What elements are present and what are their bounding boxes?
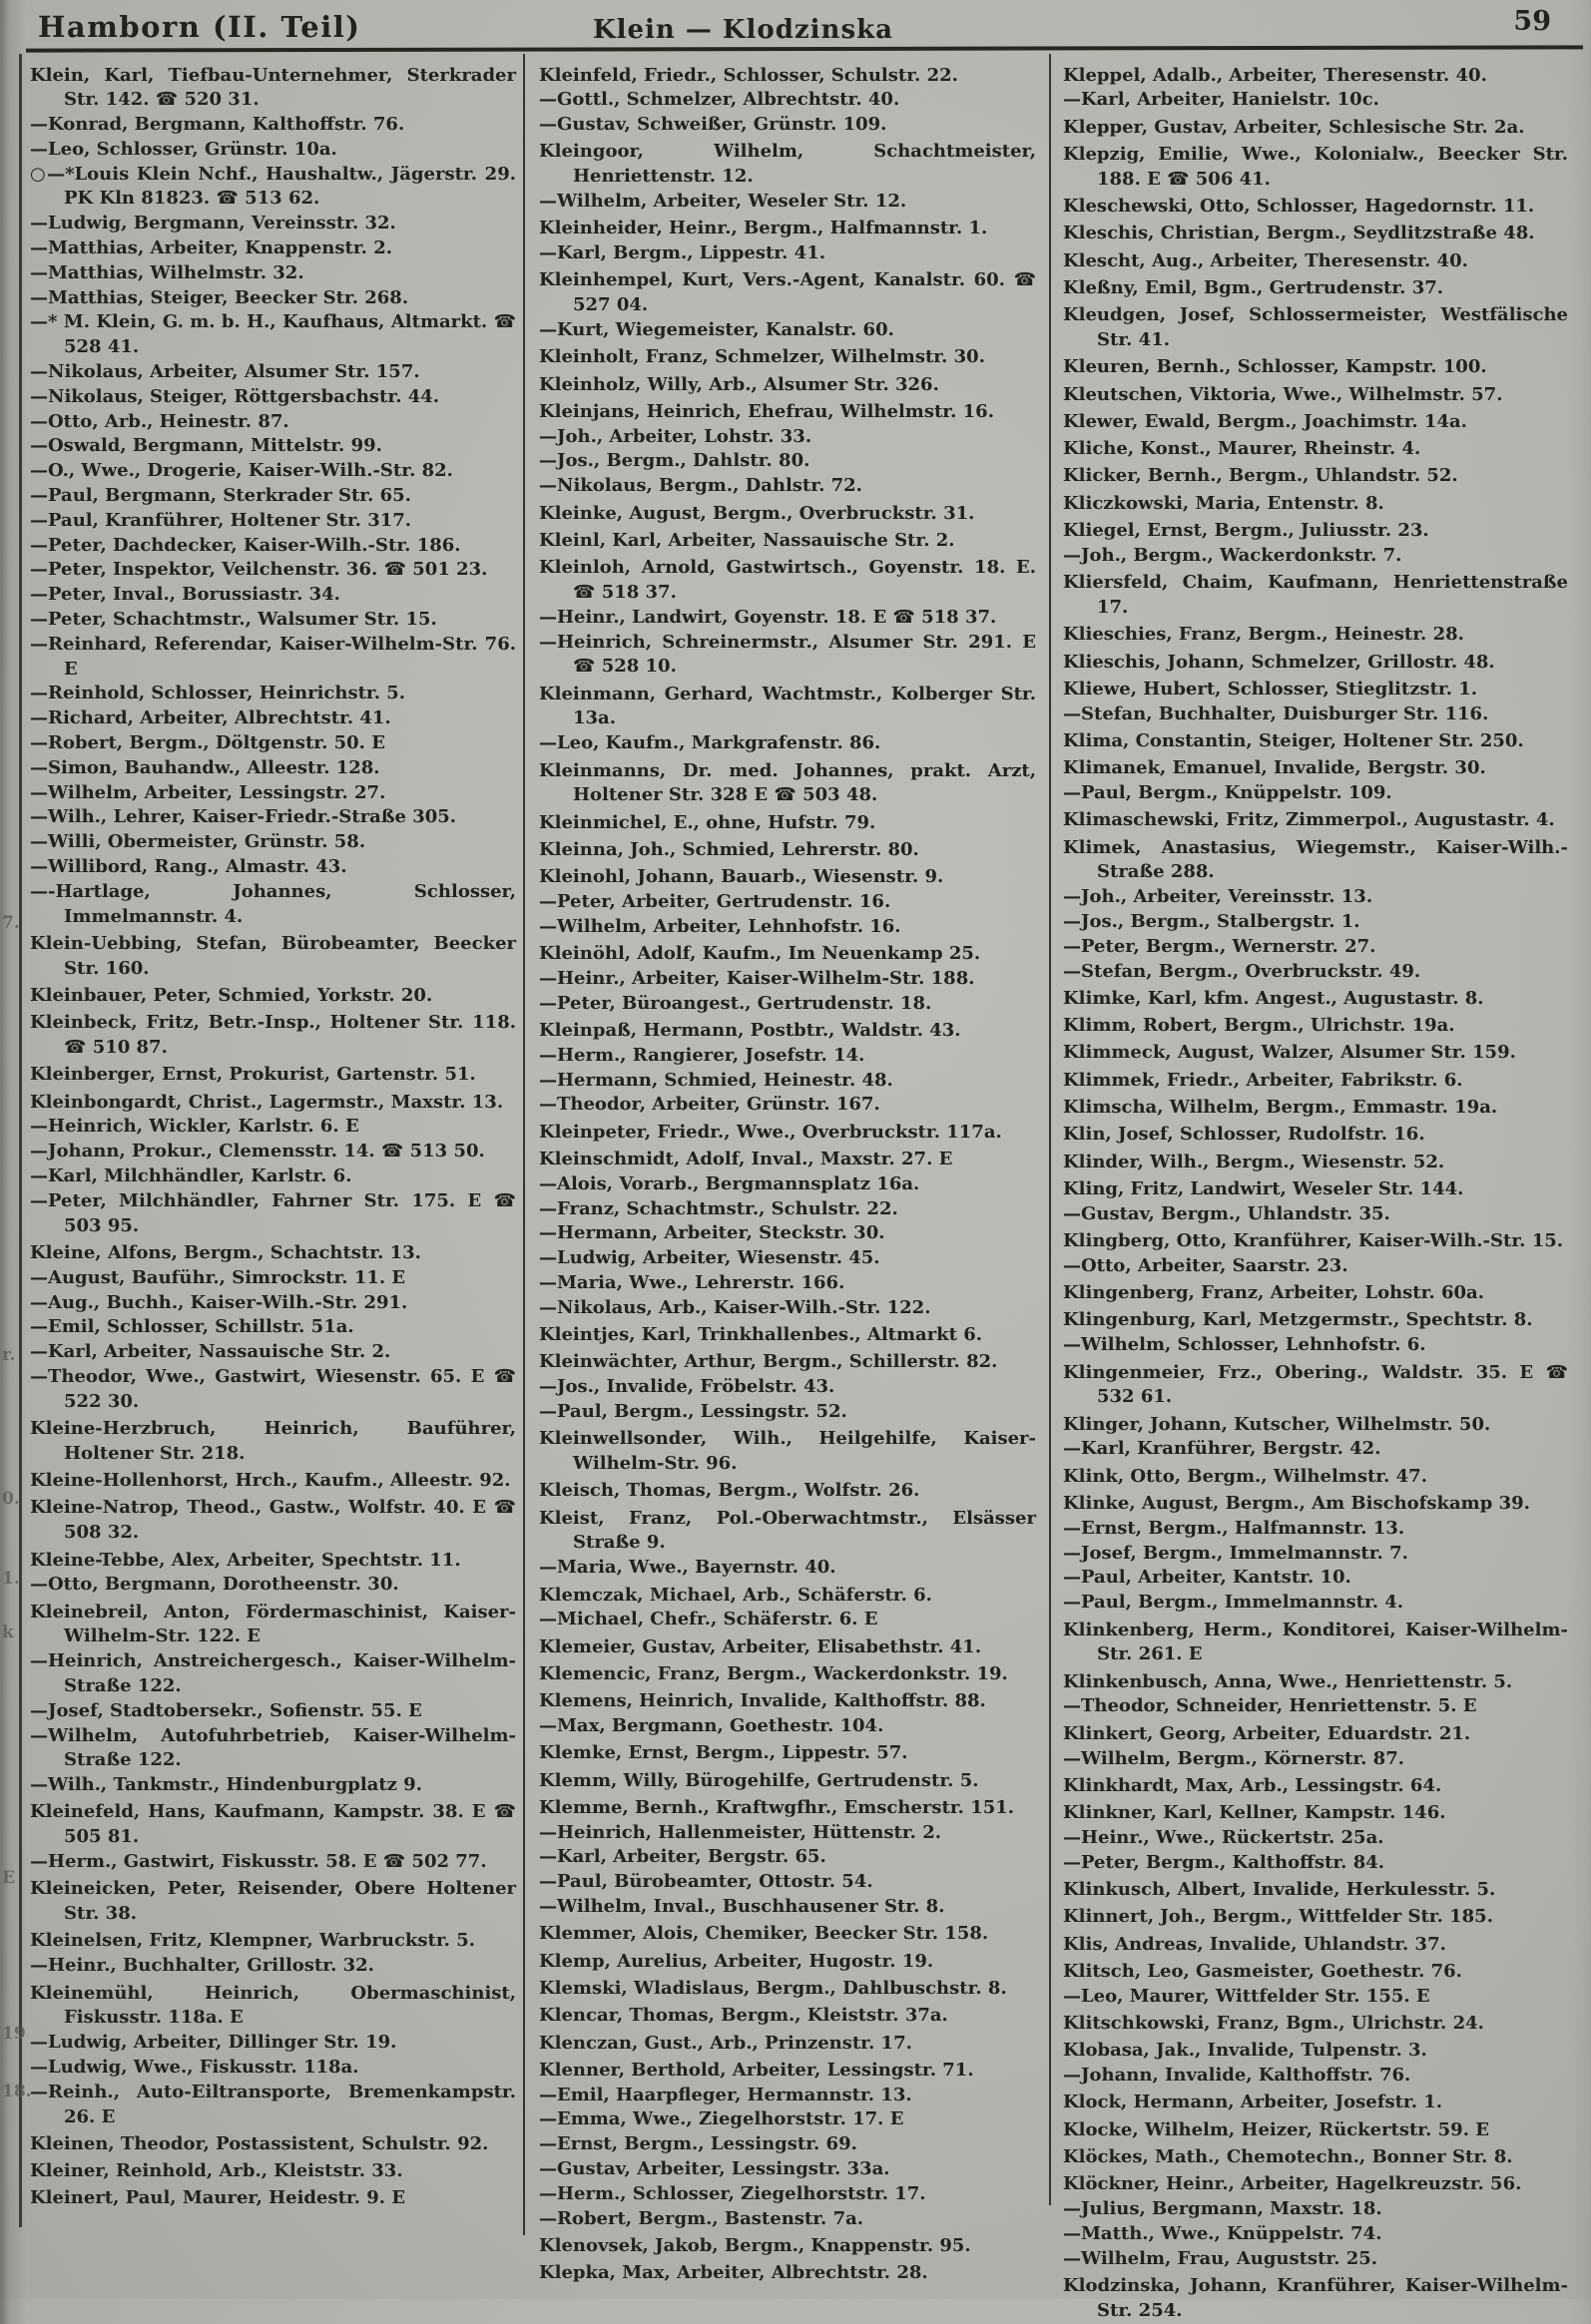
directory-entry: Klöckes, Math., Chemotechn., Bonner Str. 8. [1063, 2145, 1513, 2167]
directory-entry: Klinkhardt, Max, Arb., Lessingstr. 64. [1063, 1774, 1442, 1796]
directory-entry: —Karl, Kranführer, Bergstr. 42. [1063, 1438, 1381, 1460]
directory-entry: —Ludwig, Bergmann, Vereinsstr. 32. [30, 213, 396, 234]
directory-entry: —Ernst, Bergm., Halfmannstr. 13. [1063, 1517, 1405, 1539]
directory-entry: Klemke, Ernst, Bergm., Lippestr. 57. [539, 1742, 908, 1764]
directory-entry: Klock, Hermann, Arbeiter, Josefstr. 1. [1063, 2092, 1443, 2113]
directory-entry: Kleine-Herzbruch, Heinrich, Bauführer, Holtener Str. 218. [30, 1418, 516, 1464]
directory-entry: Klein, Karl, Tiefbau-Unternehmer, Sterkrader Str. 142. ☎ 520 31. [30, 64, 516, 111]
directory-entry: —Joh., Bergm., Wackerdonkstr. 7. [1063, 544, 1402, 566]
directory-entry: Klieschis, Johann, Schmelzer, Grillostr. 48. [1063, 651, 1495, 673]
directory-entry: Kleinefeld, Hans, Kaufmann, Kampstr. 38. E ☎ 505 81. [30, 1801, 516, 1848]
directory-entry: Klieschies, Franz, Bergm., Heinestr. 28. [1063, 624, 1464, 646]
directory-entry: Klocke, Wilhelm, Heizer, Rückertstr. 59. E [1063, 2118, 1489, 2140]
directory-entry: Kleinschmidt, Adolf, Inval., Maxstr. 27. E [539, 1148, 953, 1169]
directory-entry: Kleuren, Bernh., Schlosser, Kampstr. 100. [1063, 356, 1487, 378]
directory-entry: Kleudgen, Josef, Schlossermeister, Westfälische Str. 41. [1063, 304, 1568, 350]
directory-entry: Klimscha, Wilhelm, Bergm., Emmastr. 19a. [1063, 1097, 1498, 1119]
directory-entry: Kleinna, Joh., Schmied, Lehrerstr. 80. [539, 838, 919, 860]
directory-entry: Kling, Fritz, Landwirt, Weseler Str. 144. [1063, 1177, 1464, 1199]
directory-entry: —Otto, Arb., Heinestr. 87. [30, 410, 289, 432]
directory-entry: —Wilhelm, Frau, Auguststr. 25. [1063, 2247, 1378, 2269]
directory-entry: —Joh., Arbeiter, Lohstr. 33. [539, 425, 812, 447]
directory-entry: —Willi, Obermeister, Grünstr. 58. [30, 831, 366, 853]
directory-entry: —Wilhelm, Inval., Buschhausener Str. 8. [539, 1896, 945, 1918]
directory-entry: Klemencic, Franz, Bergm., Wackerdonkstr. 19. [539, 1662, 1008, 1684]
directory-entry: Kliegel, Ernst, Bergm., Juliusstr. 23. [1063, 520, 1429, 542]
directory-entry: —Paul, Kranführer, Holtener Str. 317. [30, 509, 412, 531]
directory-entry: Klis, Andreas, Invalide, Uhlandstr. 37. [1063, 1933, 1446, 1955]
gutter-line [19, 54, 22, 2227]
directory-entry: —Gustav, Bergm., Uhlandstr. 35. [1063, 1202, 1390, 1224]
directory-entry: Klingenmeier, Frz., Obering., Waldstr. 35. E ☎ 532 61. [1063, 1361, 1568, 1408]
directory-entry: Klitsch, Leo, Gasmeister, Goethestr. 76. [1063, 1960, 1462, 1982]
directory-entry: —O., Wwe., Drogerie, Kaiser-Wilh.-Str. 82. [30, 460, 453, 482]
directory-entry: —Leo, Schlosser, Grünstr. 10a. [30, 138, 337, 160]
directory-entry: Kleine-Natrop, Theod., Gastw., Wolfstr. 40. E ☎ 508 32. [30, 1497, 516, 1544]
directory-entry: —Wilhelm, Autofuhrbetrieb, Kaiser-Wilhelm-Straße 122. [30, 1724, 516, 1771]
directory-entry: —Peter, Büroangest., Gertrudenstr. 18. [539, 992, 932, 1014]
directory-entry: Klimanek, Emanuel, Invalide, Bergstr. 30. [1063, 757, 1486, 779]
directory-entry: —Leo, Kaufm., Markgrafenstr. 86. [539, 732, 881, 754]
directory-entry: Kleinhempel, Kurt, Vers.-Agent, Kanalstr. 60. ☎ 527 04. [539, 269, 1036, 316]
directory-entry: —Heinr., Arbeiter, Kaiser-Wilhelm-Str. 188. [539, 967, 975, 989]
header-rule [26, 45, 1583, 52]
directory-entry: Klinkusch, Albert, Invalide, Herkulesstr. 5. [1063, 1878, 1496, 1900]
directory-entry: Klescht, Aug., Arbeiter, Theresenstr. 40. [1063, 249, 1468, 271]
directory-entry: Klinnert, Joh., Bergm., Wittfelder Str. 185. [1063, 1906, 1493, 1928]
directory-entry: —Theodor, Arbeiter, Grünstr. 167. [539, 1094, 880, 1116]
directory-entry: Kleinl, Karl, Arbeiter, Nassauische Str. 2. [539, 529, 955, 551]
directory-entry: —Emma, Wwe., Ziegelhorststr. 17. E [539, 2108, 904, 2130]
directory-entry: —Paul, Bergmann, Sterkrader Str. 65. [30, 485, 411, 507]
directory-entry: Kleinheider, Heinr., Bergm., Halfmannstr. 1. [539, 218, 988, 239]
directory-entry: Klinder, Wilh., Bergm., Wiesenstr. 52. [1063, 1151, 1445, 1172]
directory-entry: Klinkenberg, Herm., Konditorei, Kaiser-Wilhelm-Str. 261. E [1063, 1619, 1568, 1665]
directory-entry: —Heinrich, Schreinermstr., Alsumer Str. 291. E ☎ 528 10. [539, 631, 1036, 678]
directory-entry: Kleisch, Thomas, Bergm., Wolfstr. 26. [539, 1480, 920, 1502]
directory-entry: —Kurt, Wiegemeister, Kanalstr. 60. [539, 318, 894, 340]
directory-entry: —Gustav, Arbeiter, Lessingstr. 33a. [539, 2158, 890, 2180]
column-2 [539, 61, 1036, 2286]
directory-entry: Kleschis, Christian, Bergm., Seydlitzstraße 48. [1063, 223, 1535, 244]
column-separator-2 [1049, 54, 1051, 2205]
column-1 [30, 61, 516, 2211]
directory-entry: —Stefan, Bergm., Overbruckstr. 49. [1063, 960, 1421, 982]
directory-entry: Kleinholz, Willy, Arb., Alsumer Str. 326. [539, 373, 939, 395]
directory-entry: Kleinholt, Franz, Schmelzer, Wilhelmstr. 30. [539, 346, 985, 368]
directory-entry: Kleinjans, Heinrich, Ehefrau, Wilhelmstr. 16. [539, 400, 994, 422]
directory-entry: —Heinrich, Anstreichergesch., Kaiser-Wilhelm-Straße 122. [30, 1650, 516, 1696]
directory-entry: —Karl, Arbeiter, Hanielstr. 10c. [1063, 89, 1379, 111]
margin-mark: 0. [2, 1489, 20, 1509]
directory-entry: —Konrad, Bergmann, Kalthoffstr. 76. [30, 114, 405, 136]
directory-entry: —Jos., Bergm., Stalbergstr. 1. [1063, 911, 1360, 932]
directory-entry: Klepzig, Emilie, Wwe., Kolonialw., Beecker Str. 188. E ☎ 506 41. [1063, 143, 1568, 190]
directory-entry: Kleinemühl, Heinrich, Obermaschinist, Fiskusstr. 118a. E [30, 1982, 516, 2029]
directory-entry: —Peter, Bergm., Kalthoffstr. 84. [1063, 1851, 1385, 1873]
directory-entry: Klemp, Aurelius, Arbeiter, Hugostr. 19. [539, 1950, 934, 1972]
directory-entry: Kleinen, Theodor, Postassistent, Schulstr. 92. [30, 2132, 489, 2154]
directory-entry: —Ludwig, Wwe., Fiskusstr. 118a. [30, 2056, 359, 2078]
directory-entry: —Gottl., Schmelzer, Albrechtstr. 40. [539, 89, 900, 111]
directory-entry: —Karl, Milchhändler, Karlstr. 6. [30, 1165, 352, 1187]
directory-entry: —* M. Klein, G. m. b. H., Kaufhaus, Altmarkt. ☎ 528 41. [30, 311, 516, 358]
directory-entry: Kleinebreil, Anton, Fördermaschinist, Kaiser-Wilhelm-Str. 122. E [30, 1601, 516, 1647]
directory-entry: Kleingoor, Wilhelm, Schachtmeister, Henriettenstr. 12. [539, 141, 1036, 188]
directory-entry: —Heinrich, Wickler, Karlstr. 6. E [30, 1116, 359, 1138]
directory-entry: —Simon, Bauhandw., Alleestr. 128. [30, 756, 380, 778]
directory-entry: —Jos., Bergm., Dahlstr. 80. [539, 450, 810, 472]
directory-entry: —Heinr., Landwirt, Goyenstr. 18. E ☎ 518 37. [539, 606, 997, 628]
directory-entry: Kleine-Hollenhorst, Hrch., Kaufm., Alleestr. 92. [30, 1470, 511, 1492]
directory-entry: Kliersfeld, Chaim, Kaufmann, Henriettenstraße 17. [1063, 572, 1568, 618]
margin-mark: 18. [2, 2082, 32, 2101]
page-number: 59 [1513, 6, 1551, 37]
directory-entry: Kleinpaß, Hermann, Postbtr., Waldstr. 43. [539, 1019, 961, 1041]
directory-entry: ○—*Louis Klein Nchf., Haushaltw., Jägerstr. 29. PK Kln 81823. ☎ 513 62. [30, 163, 516, 210]
directory-entry: —Leo, Maurer, Wittfelder Str. 155. E [1063, 1985, 1430, 2007]
directory-entry: —Paul, Bürobeamter, Ottostr. 54. [539, 1871, 873, 1893]
directory-entry: —Herm., Rangierer, Josefstr. 14. [539, 1044, 865, 1066]
directory-entry: —Paul, Bergm., Lessingstr. 52. [539, 1400, 847, 1422]
directory-entry: Klodzinska, Johann, Kranführer, Kaiser-Wilhelm-Str. 254. [1063, 2274, 1568, 2321]
column-separator-1 [523, 54, 525, 2235]
directory-entry: —Maria, Wwe., Lehrerstr. 166. [539, 1271, 845, 1293]
directory-entry: —Robert, Bergm., Döltgenstr. 50. E [30, 732, 385, 754]
directory-entry: —Ludwig, Arbeiter, Wiesenstr. 45. [539, 1247, 880, 1269]
directory-entry: Kleppel, Adalb., Arbeiter, Theresenstr. 40. [1063, 64, 1487, 86]
directory-entry: —Johann, Prokur., Clemensstr. 14. ☎ 513 50. [30, 1141, 485, 1162]
margin-mark: 19 [2, 2024, 26, 2044]
directory-entry: Klemeier, Gustav, Arbeiter, Elisabethstr. 41. [539, 1635, 982, 1657]
directory-entry: —Josef, Stadtobersekr., Sofienstr. 55. E [30, 1699, 422, 1721]
directory-entry: Kliczkowski, Maria, Entenstr. 8. [1063, 492, 1384, 514]
directory-entry: —Ernst, Bergm., Lessingstr. 69. [539, 2133, 857, 2155]
directory-entry: Kleintjes, Karl, Trinkhallenbes., Altmarkt 6. [539, 1324, 983, 1346]
directory-entry: Klitschkowski, Franz, Bgm., Ulrichstr. 24. [1063, 2012, 1484, 2034]
directory-entry: Klingenburg, Karl, Metzgermstr., Spechtstr. 8. [1063, 1309, 1533, 1331]
directory-entry: Klicker, Bernh., Bergm., Uhlandstr. 52. [1063, 465, 1458, 487]
directory-entry: Klin, Josef, Schlosser, Rudolfstr. 16. [1063, 1124, 1425, 1146]
directory-entry: —Karl, Arbeiter, Nassauische Str. 2. [30, 1341, 391, 1363]
directory-entry: Klinger, Johann, Kutscher, Wilhelmstr. 50. [1063, 1413, 1491, 1435]
directory-entry: —Ludwig, Arbeiter, Dillinger Str. 19. [30, 2032, 397, 2054]
directory-entry: Klinkenbusch, Anna, Wwe., Henriettenstr. 5. [1063, 1670, 1513, 1692]
directory-entry: —Nikolaus, Arbeiter, Alsumer Str. 157. [30, 361, 420, 383]
directory-entry: —Paul, Bergm., Knüppelstr. 109. [1063, 782, 1392, 804]
directory-entry: —Reinhard, Referendar, Kaiser-Wilhelm-Str. 76. E [30, 633, 516, 680]
directory-entry: Klemens, Heinrich, Invalide, Kalthoffstr. 88. [539, 1690, 986, 1712]
directory-entry: Kleinert, Paul, Maurer, Heidestr. 9. E [30, 2187, 406, 2209]
directory-entry: Klemme, Bernh., Kraftwgfhr., Emscherstr. 151. [539, 1796, 1015, 1818]
directory-entry: —Emil, Haarpfleger, Hermannstr. 13. [539, 2084, 912, 2105]
directory-entry: —-Hartlage, Johannes, Schlosser, Immelmannstr. 4. [30, 880, 516, 927]
directory-entry: Kleinohl, Johann, Bauarb., Wiesenstr. 9. [539, 866, 944, 888]
directory-entry: —Willibord, Rang., Almastr. 43. [30, 856, 347, 877]
directory-entry: Klemm, Willy, Bürogehilfe, Gertrudenstr. 5. [539, 1769, 979, 1791]
directory-entry: —Matthias, Arbeiter, Knappenstr. 2. [30, 237, 392, 259]
directory-entry: Kleinmanns, Dr. med. Johannes, prakt. Arzt, Holtener Str. 328 E ☎ 503 48. [539, 759, 1036, 806]
directory-entry: Kleinelsen, Fritz, Klempner, Warbruckstr. 5. [30, 1930, 476, 1952]
directory-entry: —Oswald, Bergmann, Mittelstr. 99. [30, 435, 382, 457]
directory-entry: —Joh., Arbeiter, Vereinsstr. 13. [1063, 886, 1373, 908]
directory-entry: Kleinmichel, E., ohne, Hufstr. 79. [539, 811, 876, 833]
directory-entry: —Robert, Bergm., Bastenstr. 7a. [539, 2207, 864, 2229]
margin-mark: E [2, 1868, 15, 1888]
directory-entry: Klimmek, Friedr., Arbeiter, Fabrikstr. 6. [1063, 1069, 1463, 1091]
directory-entry: —Peter, Milchhändler, Fahrner Str. 175. E ☎ 503 95. [30, 1189, 516, 1236]
directory-entry: —Peter, Inval., Borussiastr. 34. [30, 584, 340, 606]
directory-entry: —Reinh., Auto-Eiltransporte, Bremenkampstr. 26. E [30, 2081, 516, 2127]
directory-entry: —Paul, Bergm., Immelmannstr. 4. [1063, 1592, 1404, 1614]
directory-entry: Klöckner, Heinr., Arbeiter, Hagelkreuzstr. 56. [1063, 2173, 1522, 2195]
directory-entry: Klingberg, Otto, Kranführer, Kaiser-Wilh.-Str. 15. [1063, 1230, 1564, 1252]
directory-entry: Klepka, Max, Arbeiter, Albrechtstr. 28. [539, 2262, 928, 2284]
directory-entry: Klinkner, Karl, Kellner, Kampstr. 146. [1063, 1802, 1446, 1824]
directory-entry: Kleinke, August, Bergm., Overbruckstr. 31. [539, 502, 975, 524]
margin-mark: r. [2, 1345, 16, 1365]
directory-entry: —Max, Bergmann, Goethestr. 104. [539, 1715, 884, 1736]
directory-entry: Kleine, Alfons, Bergm., Schachtstr. 13. [30, 1241, 421, 1263]
directory-entry: —Johann, Invalide, Kalthoffstr. 76. [1063, 2065, 1411, 2087]
directory-entry: Kleinwellsonder, Wilh., Heilgehilfe, Kaiser-Wilhelm-Str. 96. [539, 1428, 1036, 1475]
directory-entry: Kleinwächter, Arthur, Bergm., Schillerstr. 82. [539, 1351, 998, 1373]
directory-entry: Klenczan, Gust., Arb., Prinzenstr. 17. [539, 2032, 912, 2054]
directory-entry: —Jos., Invalide, Fröbelstr. 43. [539, 1376, 835, 1398]
directory-entry: —Peter, Dachdecker, Kaiser-Wilh.-Str. 186. [30, 534, 461, 556]
directory-entry: —Nikolaus, Arb., Kaiser-Wilh.-Str. 122. [539, 1296, 931, 1318]
directory-entry: Kleinberger, Ernst, Prokurist, Gartenstr. 51. [30, 1064, 476, 1086]
directory-entry: —Wilh., Tankmstr., Hindenburgplatz 9. [30, 1774, 422, 1796]
page-header-left: Hamborn (II. Teil) [38, 10, 361, 44]
directory-entry: Kleineicken, Peter, Reisender, Obere Holtener Str. 38. [30, 1878, 516, 1925]
directory-entry: —Alois, Vorarb., Bergmannsplatz 16a. [539, 1172, 920, 1194]
directory-entry: Klimm, Robert, Bergm., Ulrichstr. 19a. [1063, 1015, 1455, 1037]
directory-entry: —Aug., Buchh., Kaiser-Wilh.-Str. 291. [30, 1291, 408, 1313]
directory-entry: —Michael, Chefr., Schäferstr. 6. E [539, 1609, 878, 1630]
directory-entry: Kleinbeck, Fritz, Betr.-Insp., Holtener Str. 118. ☎ 510 87. [30, 1012, 516, 1059]
directory-entry: —Stefan, Buchhalter, Duisburger Str. 116. [1063, 702, 1489, 724]
directory-entry: —Wilhelm, Arbeiter, Weseler Str. 12. [539, 190, 907, 212]
directory-entry: —Peter, Inspektor, Veilchenstr. 36. ☎ 501 23. [30, 559, 488, 581]
directory-entry: —Gustav, Schweißer, Grünstr. 109. [539, 114, 887, 136]
directory-entry: Kleinfeld, Friedr., Schlosser, Schulstr. 22. [539, 64, 958, 86]
directory-entry: Klewer, Ewald, Bergm., Joachimstr. 14a. [1063, 410, 1467, 432]
directory-entry: Klobasa, Jak., Invalide, Tulpenstr. 3. [1063, 2040, 1427, 2062]
directory-entry: Klimke, Karl, kfm. Angest., Augustastr. 8. [1063, 987, 1484, 1009]
directory-entry: —Nikolaus, Steiger, Röttgersbachstr. 44. [30, 385, 440, 407]
directory-entry: —Karl, Bergm., Lippestr. 41. [539, 242, 825, 264]
directory-entry: Kleinbongardt, Christ., Lagermstr., Maxstr. 13. [30, 1091, 504, 1113]
directory-entry: —Heinr., Buchhalter, Grillostr. 32. [30, 1955, 374, 1977]
directory-entry: —Emil, Schlosser, Schillstr. 51a. [30, 1316, 354, 1338]
directory-entry: Klingenberg, Franz, Arbeiter, Lohstr. 60a. [1063, 1282, 1484, 1304]
directory-entry: —Wilhelm, Schlosser, Lehnhofstr. 6. [1063, 1334, 1426, 1356]
directory-entry: Kleinloh, Arnold, Gastwirtsch., Goyenstr. 18. E. ☎ 518 37. [539, 557, 1036, 603]
directory-entry: Kleutschen, Viktoria, Wwe., Wilhelmstr. 57. [1063, 383, 1503, 405]
column-3 [1063, 61, 1568, 2324]
directory-entry: —Herm., Schlosser, Ziegelhorststr. 17. [539, 2182, 926, 2204]
directory-entry: Klink, Otto, Bergm., Wilhelmstr. 47. [1063, 1465, 1427, 1487]
directory-entry: —Heinr., Wwe., Rückertstr. 25a. [1063, 1826, 1384, 1848]
directory-entry: Klimmeck, August, Walzer, Alsumer Str. 159. [1063, 1042, 1516, 1064]
directory-entry: Kleinpeter, Friedr., Wwe., Overbruckstr. 117a. [539, 1121, 1002, 1143]
directory-entry: —Wilh., Lehrer, Kaiser-Friedr.-Straße 305. [30, 806, 457, 828]
directory-entry: Klima, Constantin, Steiger, Holtener Str. 250. [1063, 729, 1524, 751]
directory-entry: Kleinbauer, Peter, Schmied, Yorkstr. 20. [30, 984, 433, 1006]
directory-entry: —Peter, Bergm., Wernerstr. 27. [1063, 935, 1376, 957]
directory-entry: —Matth., Wwe., Knüppelstr. 74. [1063, 2222, 1382, 2244]
directory-entry: —Otto, Arbeiter, Saarstr. 23. [1063, 1254, 1348, 1276]
directory-entry: Klenner, Berthold, Arbeiter, Lessingstr. 71. [539, 2059, 974, 2081]
directory-entry: —Theodor, Wwe., Gastwirt, Wiesenstr. 65. E ☎ 522 30. [30, 1365, 516, 1412]
directory-entry: Kleiner, Reinhold, Arb., Kleiststr. 33. [30, 2160, 403, 2182]
directory-entry: —Nikolaus, Bergm., Dahlstr. 72. [539, 475, 862, 497]
directory-entry: —Richard, Arbeiter, Albrechtstr. 41. [30, 707, 391, 729]
directory-entry: Klein-Uebbing, Stefan, Bürobeamter, Beecker Str. 160. [30, 932, 516, 979]
directory-entry: —Franz, Schachtmstr., Schulstr. 22. [539, 1197, 898, 1219]
directory-entry: —Karl, Arbeiter, Bergstr. 65. [539, 1846, 826, 1868]
directory-entry: Klimek, Anastasius, Wiegemstr., Kaiser-Wilh.-Straße 288. [1063, 836, 1568, 883]
directory-entry: Kleßny, Emil, Bgm., Gertrudenstr. 37. [1063, 276, 1444, 298]
directory-entry: Klenovsek, Jakob, Bergm., Knappenstr. 95. [539, 2234, 971, 2256]
directory-entry: —Herm., Gastwirt, Fiskusstr. 58. E ☎ 502 77. [30, 1851, 487, 1873]
directory-entry: —Wilhelm, Arbeiter, Lehnhofstr. 16. [539, 915, 901, 937]
directory-entry: Kleinöhl, Adolf, Kaufm., Im Neuenkamp 25. [539, 943, 981, 965]
directory-entry: Kleinmann, Gerhard, Wachtmstr., Kolberger Str. 13a. [539, 683, 1036, 729]
directory-entry: —Peter, Arbeiter, Gertrudenstr. 16. [539, 891, 891, 912]
directory-entry: —Julius, Bergmann, Maxstr. 18. [1063, 2198, 1382, 2220]
directory-entry: Klemski, Wladislaus, Bergm., Dahlbuschstr. 8. [539, 1977, 1007, 1999]
directory-entry: Klemmer, Alois, Chemiker, Beecker Str. 158. [539, 1923, 989, 1945]
directory-entry: —Maria, Wwe., Bayernstr. 40. [539, 1557, 836, 1579]
margin-mark: 1. [2, 1569, 20, 1589]
directory-entry: —Hermann, Arbeiter, Steckstr. 30. [539, 1222, 885, 1244]
directory-entry: —Paul, Arbeiter, Kantstr. 10. [1063, 1567, 1351, 1589]
directory-entry: —Matthias, Steiger, Beecker Str. 268. [30, 286, 409, 308]
directory-entry: Klimaschewski, Fritz, Zimmerpol., Augustastr. 4. [1063, 809, 1555, 831]
page-header-range: Klein — Klodzinska [593, 15, 893, 45]
directory-entry: Klencar, Thomas, Bergm., Kleiststr. 37a. [539, 2005, 948, 2027]
directory-entry: —Wilhelm, Arbeiter, Lessingstr. 27. [30, 781, 386, 803]
directory-entry: —Otto, Bergmann, Dorotheenstr. 30. [30, 1574, 399, 1596]
directory-entry: Klepper, Gustav, Arbeiter, Schlesische Str. 2a. [1063, 116, 1525, 138]
directory-entry: Kleschewski, Otto, Schlosser, Hagedornstr. 11. [1063, 195, 1535, 217]
directory-entry: —Wilhelm, Bergm., Körnerstr. 87. [1063, 1747, 1404, 1769]
directory-entry: —Peter, Schachtmstr., Walsumer Str. 15. [30, 609, 437, 631]
directory-entry: —Reinhold, Schlosser, Heinrichstr. 5. [30, 683, 406, 704]
directory-entry: —Hermann, Schmied, Heinestr. 48. [539, 1069, 893, 1091]
directory-entry: Kleist, Franz, Pol.-Oberwachtmstr., Elsässer Straße 9. [539, 1507, 1036, 1554]
directory-entry: —Heinrich, Hallenmeister, Hüttenstr. 2. [539, 1821, 941, 1843]
directory-entry: Klemczak, Michael, Arb., Schäferstr. 6. [539, 1584, 932, 1606]
directory-entry: Klinke, August, Bergm., Am Bischofskamp 39. [1063, 1493, 1530, 1515]
directory-entry: —Josef, Bergm., Immelmannstr. 7. [1063, 1542, 1408, 1564]
directory-entry: Klinkert, Georg, Arbeiter, Eduardstr. 21. [1063, 1722, 1471, 1744]
directory-entry: —Matthias, Wilhelmstr. 32. [30, 261, 304, 283]
margin-mark: k [2, 1623, 14, 1642]
directory-entry: Kleine-Tebbe, Alex, Arbeiter, Spechtstr. 11. [30, 1549, 461, 1571]
directory-entry: —Theodor, Schneider, Henriettenstr. 5. E [1063, 1695, 1477, 1717]
directory-entry: Kliewe, Hubert, Schlosser, Stieglitzstr. 1. [1063, 678, 1478, 699]
directory-entry: Kliche, Konst., Maurer, Rheinstr. 4. [1063, 438, 1421, 460]
directory-entry: —August, Bauführ., Simrockstr. 11. E [30, 1266, 406, 1288]
margin-mark: 7. [2, 913, 20, 933]
